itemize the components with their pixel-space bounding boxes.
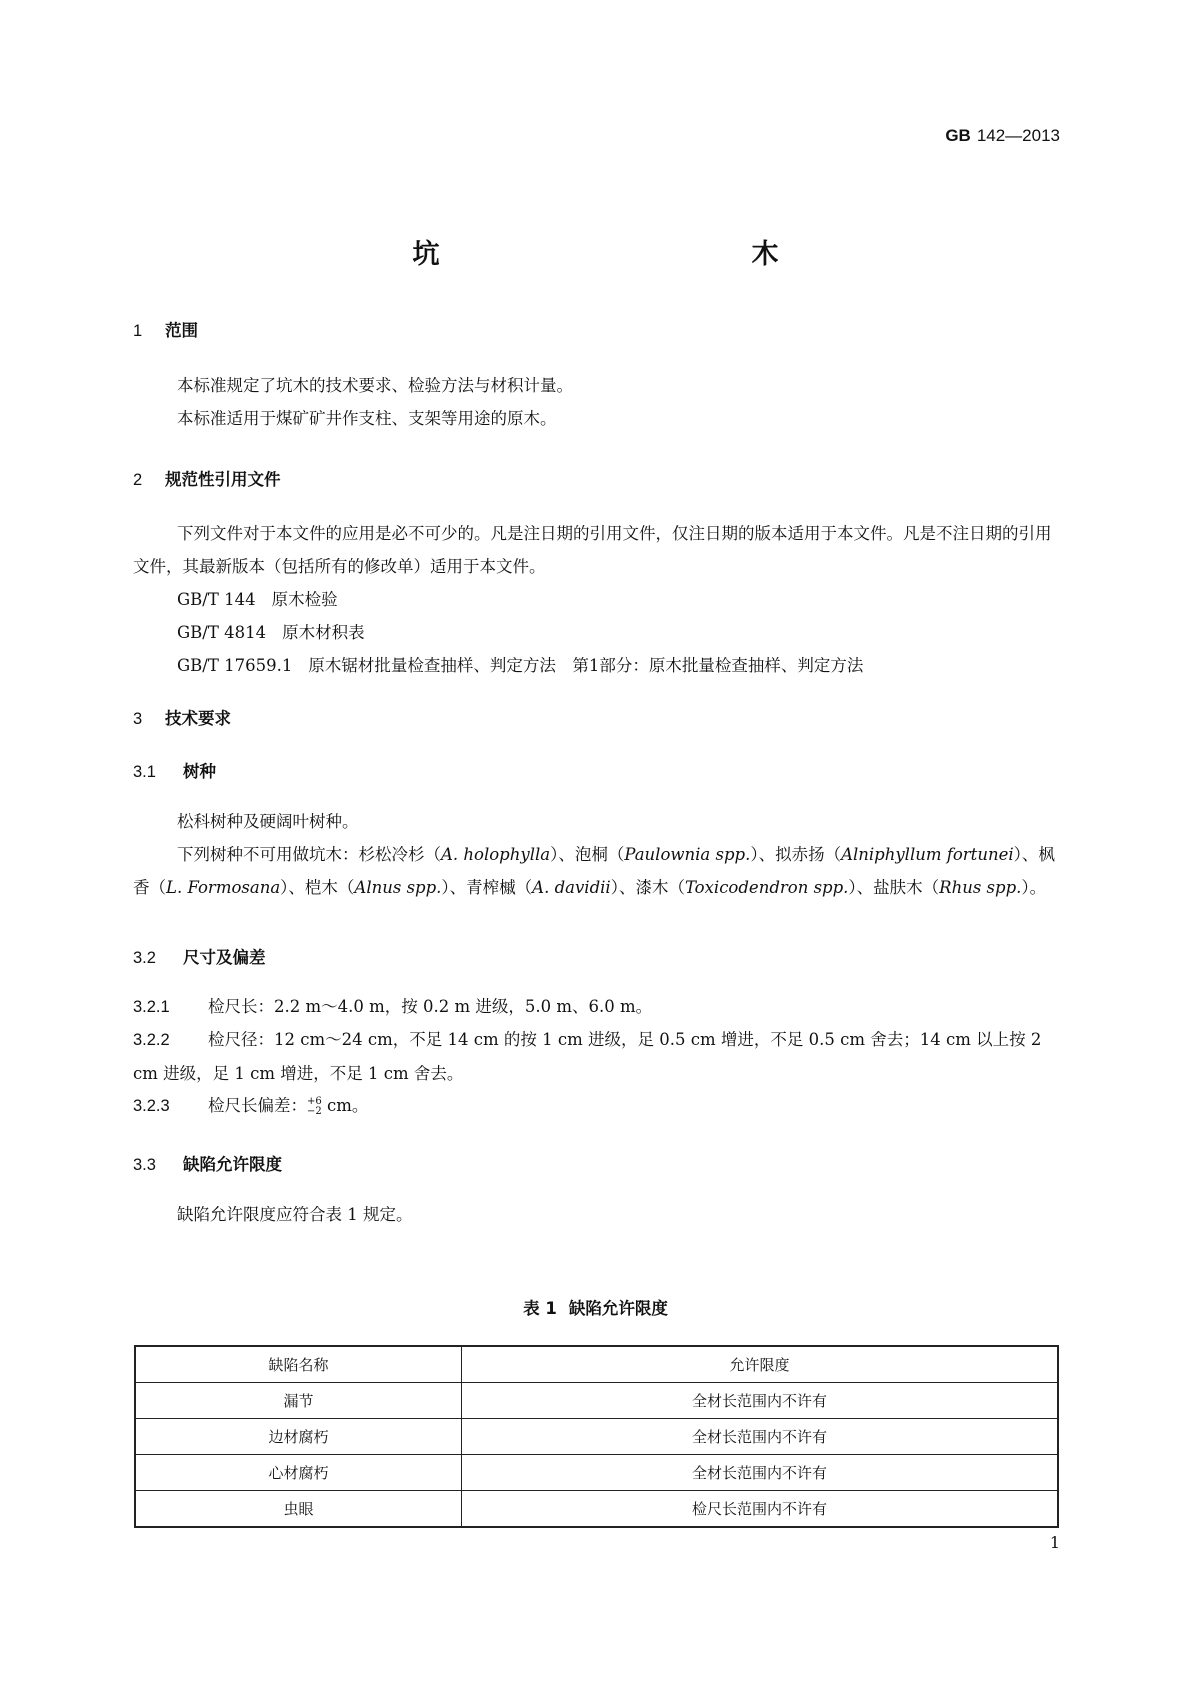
scope-paragraph-2: 本标准适用于煤矿矿井作支柱、支架等用途的原木。 xyxy=(177,409,557,428)
section-number: 1 xyxy=(133,322,143,340)
species-name: A. davidii xyxy=(532,878,611,897)
subsection-number: 3.3 xyxy=(133,1156,156,1174)
tree-species-paragraph-1: 松科树种及硬阔叶树种。 xyxy=(177,812,359,831)
reference-code: GB/T 4814 xyxy=(177,623,267,642)
subsection-title: 尺寸及偏差 xyxy=(183,948,266,967)
allowance-cell: 检尺长范围内不许有 xyxy=(462,1491,1059,1528)
section-2-heading xyxy=(133,466,281,490)
page-number: 1 xyxy=(1049,1533,1060,1552)
subsection-title: 缺陷允许限度 xyxy=(183,1155,282,1174)
section-title: 技术要求 xyxy=(165,709,231,728)
section-number: 3 xyxy=(133,710,143,728)
tree-species-paragraph-2: 下列树种不可用做坑木：杉松冷杉（A. holophylla）、泡桐（Paulownia spp.）、拟赤扬（Alniphyllum fortunei）、枫香（L. Formosana）、桤木（Alnus spp.）、青榨槭（A. davidii）、漆木（Toxicodendron spp.）、盐肤木（Rhus spp.）。 xyxy=(133,845,1055,897)
table-label: 表 1 xyxy=(523,1299,557,1318)
reference-title: 原木材积表 xyxy=(282,623,365,642)
table-row xyxy=(135,1383,1058,1419)
clause-3-2-3 xyxy=(133,1089,368,1123)
section-number: 2 xyxy=(133,471,143,489)
species-name: Alniphyllum fortunei xyxy=(841,845,1014,864)
allowance-cell: 全材长范围内不许有 xyxy=(462,1383,1059,1419)
clause-3-2-1 xyxy=(133,990,652,1024)
subsection-3-3-heading xyxy=(133,1151,282,1175)
species-name: A. holophylla xyxy=(441,845,551,864)
tolerance-upper: +6 xyxy=(307,1095,322,1107)
subsection-title: 树种 xyxy=(183,762,216,781)
section-3-heading xyxy=(133,705,231,729)
reference-title: 原木锯材批量检查抽样、判定方法 第1部分：原木批量检查抽样、判定方法 xyxy=(308,656,864,675)
table-row xyxy=(135,1491,1058,1528)
section-title: 范围 xyxy=(165,321,198,340)
clause-number: 3.2.2 xyxy=(133,1031,170,1049)
standard-prefix: GB xyxy=(945,126,971,145)
tolerance-fraction xyxy=(307,1097,322,1117)
table-caption xyxy=(0,1295,1191,1319)
clause-text-end: cm。 xyxy=(321,1096,369,1115)
species-name: Toxicodendron spp. xyxy=(684,878,849,897)
table-row xyxy=(135,1419,1058,1455)
column-header: 允许限度 xyxy=(462,1346,1059,1383)
clause-text: 检尺径：12 cm～24 cm，不足 14 cm 的按 1 cm 进级，足 0.5 cm 增进，不足 0.5 cm 舍去；14 cm 以上按 2 cm 进级，足 1 cm 增进，不足 1 cm 舍去。 xyxy=(133,1030,1042,1083)
standard-number: 142—2013 xyxy=(976,126,1060,145)
clause-number: 3.2.1 xyxy=(133,998,170,1016)
reference-code: GB/T 144 xyxy=(177,590,256,609)
clause-text: 检尺长偏差： xyxy=(208,1096,307,1115)
reference-code: GB/T 17659.1 xyxy=(177,656,293,675)
table-row xyxy=(135,1455,1058,1491)
subsection-number: 3.2 xyxy=(133,949,156,967)
defect-table xyxy=(134,1345,1059,1528)
reference-item xyxy=(177,616,365,649)
species-name: Paulownia spp. xyxy=(624,845,751,864)
table-header-row xyxy=(135,1346,1058,1383)
reference-title: 原木检验 xyxy=(271,590,338,609)
section-1-heading xyxy=(133,317,198,341)
species-name: Rhus spp. xyxy=(939,878,1022,897)
subsection-3-1-heading xyxy=(133,758,216,782)
document-title: 坑 木 xyxy=(412,239,865,270)
clause-3-2-2 xyxy=(133,1023,1058,1090)
clause-number: 3.2.3 xyxy=(133,1097,170,1115)
defect-name-cell: 虫眼 xyxy=(135,1491,462,1528)
reference-item xyxy=(177,649,863,682)
subsection-number: 3.1 xyxy=(133,763,156,781)
scope-paragraph-1: 本标准规定了坑木的技术要求、检验方法与材积计量。 xyxy=(177,376,573,395)
subsection-3-2-heading xyxy=(133,944,266,968)
species-name: L. Formosana xyxy=(166,878,281,897)
clause-text: 检尺长：2.2 m～4.0 m，按 0.2 m 进级，5.0 m、6.0 m。 xyxy=(208,997,653,1016)
normative-references-intro: 下列文件对于本文件的应用是必不可少的。凡是注日期的引用文件，仅注日期的版本适用于本文件。凡是不注日期的引用文件，其最新版本（包括所有的修改单）适用于本文件。 xyxy=(133,524,1052,576)
standard-code xyxy=(945,126,1060,146)
defect-name-cell: 边材腐朽 xyxy=(135,1419,462,1455)
defect-paragraph: 缺陷允许限度应符合表 1 规定。 xyxy=(177,1205,413,1224)
tolerance-lower: −2 xyxy=(307,1105,322,1117)
species-name: Alnus spp. xyxy=(354,878,442,897)
allowance-cell: 全材长范围内不许有 xyxy=(462,1419,1059,1455)
table-title: 缺陷允许限度 xyxy=(568,1299,668,1318)
section-title: 规范性引用文件 xyxy=(165,470,281,489)
allowance-cell: 全材长范围内不许有 xyxy=(462,1455,1059,1491)
reference-item xyxy=(177,583,338,616)
defect-name-cell: 漏节 xyxy=(135,1383,462,1419)
defect-name-cell: 心材腐朽 xyxy=(135,1455,462,1491)
column-header: 缺陷名称 xyxy=(135,1346,462,1383)
